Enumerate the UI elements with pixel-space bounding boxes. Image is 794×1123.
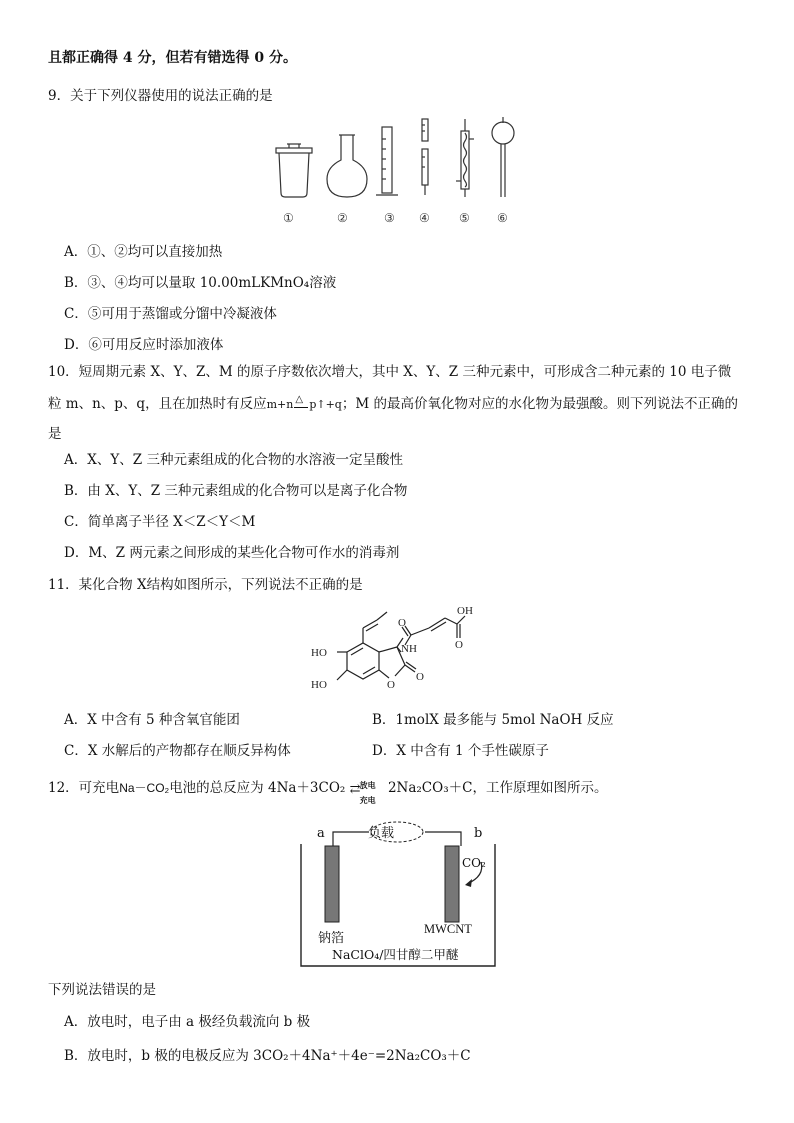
q10-option-a: A．X、Y、Z 三种元素组成的化合物的水溶液一定呈酸性 — [64, 452, 403, 468]
cylinder-icon — [376, 127, 398, 195]
q10-stem-line3: 是 — [48, 426, 62, 442]
wire-left — [333, 832, 369, 846]
header-note: 且都正确得 4 分，但若有错选得 0 分。 — [48, 50, 297, 66]
q9-option-d: D．⑥可用反应时添加液体 — [64, 337, 224, 353]
struct-label-ho-2: HO — [311, 679, 327, 691]
sodium-electrode — [325, 846, 339, 922]
condenser-icon — [456, 119, 474, 197]
q10-stem-line2 — [48, 394, 738, 415]
mwcnt-electrode — [445, 846, 459, 922]
q10-stem-part-a: 粒 m、n、p、q，且在加热时有反应 — [48, 396, 267, 412]
q9-instruments-figure — [265, 115, 530, 230]
q9-option-a: A．①、②均可以直接加热 — [64, 244, 223, 260]
q12-eq-top: 放电 — [359, 779, 376, 790]
q9-option-b: B．③、④均可以量取 10.00mLKMnO₄溶液 — [64, 275, 337, 291]
q10-option-c: C．简单离子半径 X＜Z＜Y＜M — [64, 514, 256, 530]
left-electrode-label: 钠箔 — [318, 931, 345, 946]
struct-label-o-ring: O — [387, 679, 395, 691]
q10-option-b: B．由 X、Y、Z 三种元素组成的化合物可以是离子化合物 — [64, 483, 408, 499]
q11-option-a: A．X 中含有 5 种含氧官能团 — [64, 712, 240, 728]
q10-eq-right: p↑+q — [309, 398, 342, 411]
q12-stem — [48, 778, 608, 805]
struct-label-o-amide: O — [398, 617, 406, 629]
right-electrode-label: MWCNT — [424, 922, 472, 936]
q12-stem-part-b: 电池的总反应为 — [169, 780, 264, 796]
q12-option-a: A．放电时，电子由 a 极经负载流向 b 极 — [64, 1014, 311, 1030]
struct-label-ho-1: HO — [311, 647, 327, 659]
terminal-b-label: b — [474, 826, 483, 841]
q12-stem-part-a: 12．可充电 — [48, 780, 120, 796]
co2-label: CO₂ — [462, 856, 486, 870]
instrument-label-1: ① — [283, 211, 294, 225]
q9-stem: 9．关于下列仪器使用的说法正确的是 — [48, 88, 273, 104]
q10-equation — [266, 394, 342, 411]
q10-eq-delta: △ — [295, 394, 304, 405]
q10-eq-arrow — [294, 394, 308, 408]
instrument-label-4: ④ — [419, 211, 430, 225]
q11-option-d: D．X 中含有 1 个手性碳原子 — [372, 743, 549, 759]
instrument-label-3: ③ — [384, 211, 395, 225]
q12-eq-bottom: 充电 — [359, 794, 376, 805]
arrowhead-icon — [465, 879, 472, 887]
q11-structure-figure — [305, 600, 495, 700]
q12-eq-right: 2Na₂CO₃＋C — [387, 780, 473, 796]
electrolyte-label: NaClO₄/四甘醇二甲醚 — [332, 947, 459, 962]
separatory-funnel-icon — [492, 117, 514, 197]
q10-eq-left: m+n — [266, 398, 294, 411]
q10-option-d: D．M、Z 两元素之间形成的某些化合物可作水的消毒剂 — [64, 545, 400, 561]
q11-option-b: B．1molX 最多能与 5mol NaOH 反应 — [372, 712, 614, 728]
burette-icon — [422, 119, 428, 195]
beaker-icon — [276, 144, 312, 197]
q10-stem-part-b: ；M 的最高价氧化物对应的水化物为最强酸。则下列说法不正确的 — [341, 396, 738, 412]
q12-eq-arrows — [349, 779, 384, 805]
q12-option-b: B．放电时，b 极的电极反应为 3CO₂＋4Na⁺＋4e⁻=2Na₂CO₃＋C — [64, 1048, 471, 1064]
load-label: 负载 — [368, 826, 395, 841]
q12-eq-arrow-glyph: ⇄ — [349, 781, 361, 797]
q10-stem-line1: 10．短周期元素 X、Y、Z、M 的原子序数依次增大，其中 X、Y、Z 三种元素中，可形成含二种元素的 10 电子微 — [48, 364, 732, 380]
q12-stem-part-c: ，工作原理如图所示。 — [472, 780, 608, 796]
struct-label-o-acid: O — [455, 639, 463, 651]
instrument-label-6: ⑥ — [497, 211, 508, 225]
q11-option-c: C．X 水解后的产物都存在顺反异构体 — [64, 743, 291, 759]
q12-eq-left: 4Na＋3CO₂ — [267, 780, 346, 796]
struct-label-o-carbonyl: O — [416, 671, 424, 683]
q11-stem: 11．某化合物 X结构如图所示，下列说法不正确的是 — [48, 577, 363, 593]
instrument-label-2: ② — [337, 211, 348, 225]
wire-right — [425, 832, 461, 846]
struct-label-nh: NH — [401, 643, 417, 655]
q9-option-c: C．⑤可用于蒸馏或分馏中冷凝液体 — [64, 306, 277, 322]
q12-lead: 下列说法错误的是 — [48, 982, 156, 998]
q12-battery-name: Na－CO₂ — [119, 781, 170, 795]
struct-label-oh: OH — [457, 605, 473, 617]
flask-icon — [327, 135, 367, 197]
instrument-label-5: ⑤ — [459, 211, 470, 225]
terminal-a-label: a — [317, 826, 325, 841]
